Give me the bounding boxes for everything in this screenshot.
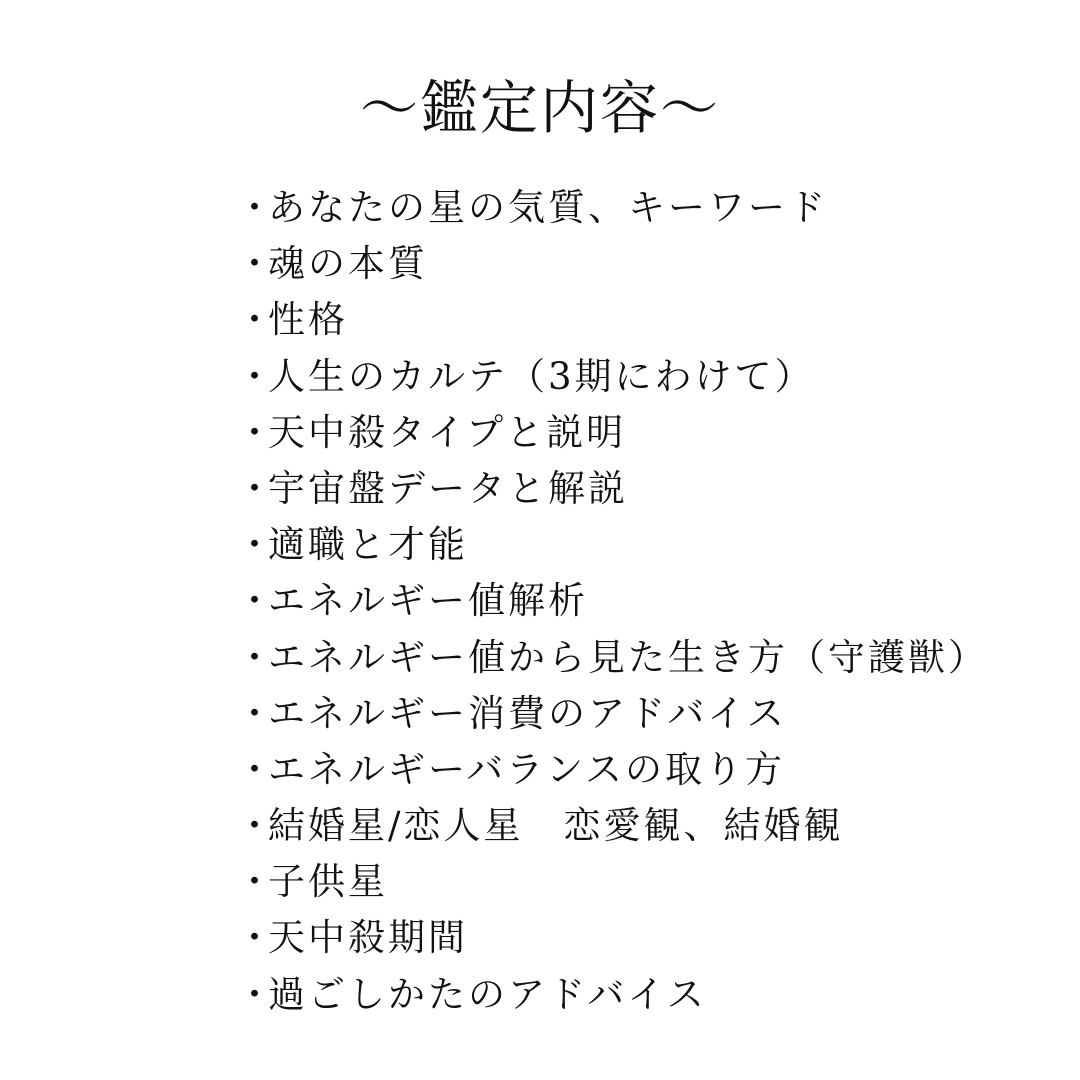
list-item xyxy=(236,292,988,348)
list-item-label: エネルギー値解析 xyxy=(268,579,588,623)
bullet: ・ xyxy=(236,410,276,454)
bullet: ・ xyxy=(236,972,276,1016)
list-item-label: 過ごしかたのアドバイス xyxy=(268,972,707,1016)
list-item-label: 性格 xyxy=(268,298,348,342)
content-list xyxy=(236,180,988,1023)
list-item-label: 結婚星/恋人星 恋愛観、結婚観 xyxy=(268,804,844,848)
list-item xyxy=(236,180,988,236)
list-item-label: エネルギー消費のアドバイス xyxy=(268,691,787,735)
bullet: ・ xyxy=(236,860,276,904)
list-item xyxy=(236,573,988,629)
list-item xyxy=(236,967,988,1023)
list-item-label: 天中殺タイプと説明 xyxy=(268,410,627,454)
bullet: ・ xyxy=(236,804,276,848)
list-item xyxy=(236,910,988,966)
bullet: ・ xyxy=(236,523,276,567)
page-title: 〜鑑定内容〜 xyxy=(359,74,720,142)
bullet: ・ xyxy=(236,635,276,679)
list-item-label: 魂の本質 xyxy=(268,242,428,286)
list-item xyxy=(236,798,988,854)
bullet: ・ xyxy=(236,298,276,342)
bullet: ・ xyxy=(236,747,276,791)
list-item xyxy=(236,349,988,405)
list-item xyxy=(236,461,988,517)
list-item-label: あなたの星の気質、キーワード xyxy=(268,186,828,229)
list-item-label: 適職と才能 xyxy=(268,523,468,567)
list-item-label: エネルギーバランスの取り方 xyxy=(268,747,786,791)
list-item-label: 天中殺期間 xyxy=(268,916,468,960)
list-item xyxy=(236,742,988,798)
list-item-label: 人生のカルテ（3期にわけて） xyxy=(268,354,815,398)
list-item xyxy=(236,630,988,686)
bullet: ・ xyxy=(236,579,276,623)
list-item-label: 子供星 xyxy=(268,860,388,904)
bullet: ・ xyxy=(236,242,276,286)
list-item-label: エネルギー値から見た生き方（守護獣） xyxy=(268,635,988,679)
list-item-label: 宇宙盤データと解説 xyxy=(268,466,628,510)
list-item xyxy=(236,854,988,910)
bullet: ・ xyxy=(236,916,276,960)
bullet: ・ xyxy=(236,691,276,735)
bullet: ・ xyxy=(236,186,276,229)
list-item xyxy=(236,686,988,742)
bullet: ・ xyxy=(236,354,276,398)
bullet: ・ xyxy=(236,466,276,510)
list-item xyxy=(236,405,988,461)
list-item xyxy=(236,517,988,573)
list-item xyxy=(236,236,988,292)
